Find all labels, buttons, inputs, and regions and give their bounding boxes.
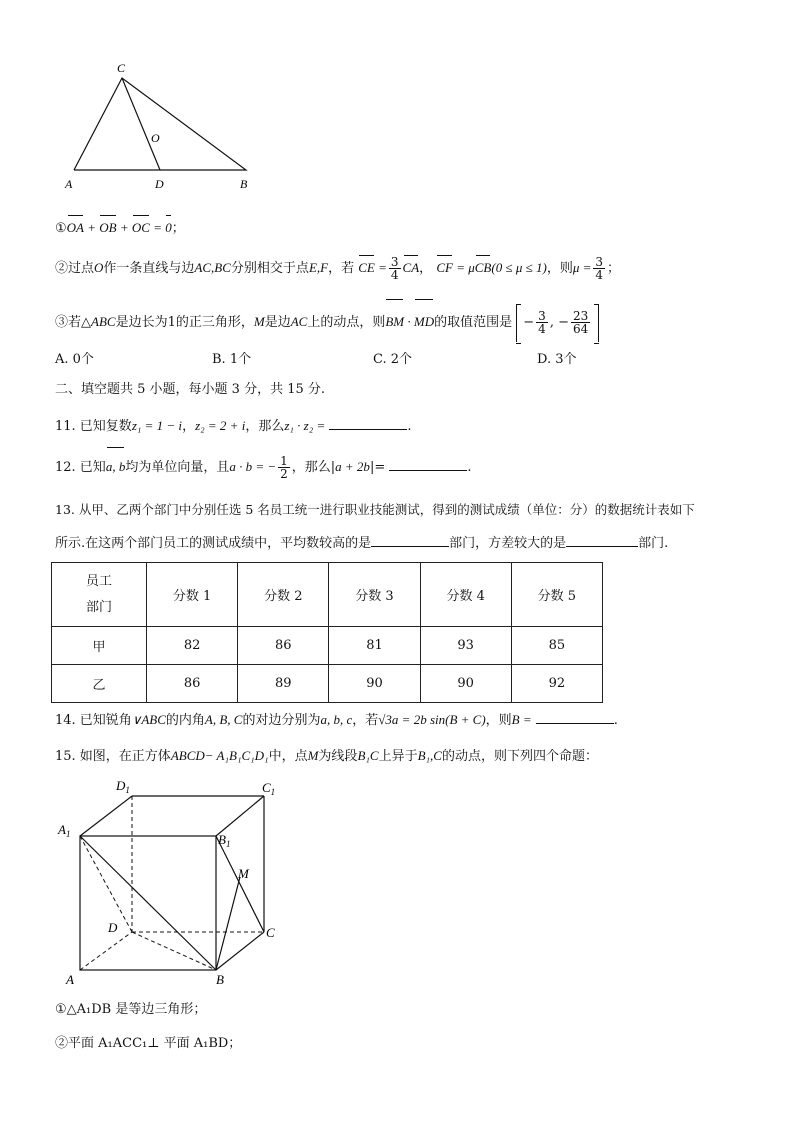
q15: 15. 如图，在正方体ABCD− A₁B₁C₁D₁中，点M为线段B₁C上异于B₁,C的动点，则下列四个命题： <box>55 748 598 764</box>
label-c: C <box>117 61 126 75</box>
label-c: C <box>266 925 275 940</box>
score-cell: 81 <box>329 627 420 665</box>
label-d1: $D_1$ <box>116 778 130 795</box>
col-header: 分数 1 <box>147 563 238 627</box>
scores-table <box>51 562 603 703</box>
q15-statement-1: ①△A₁DB 是等边三角形； <box>55 1002 207 1017</box>
label-a: A <box>66 972 74 987</box>
q10-statement-2: ②过点O作一条直线与边AC,BC分别相交于点E,F，若 CE = $\frac{3}{4}$ CA， CF = μCB(0 ≤ μ ≤ 1)，则μ = $\frac{3}{4}$ ； <box>55 255 621 282</box>
triangle-figure <box>60 58 260 198</box>
score-cell: 86 <box>238 627 329 665</box>
col-header: 分数 2 <box>238 563 329 627</box>
label-b: B <box>216 972 224 987</box>
q15-statement-2: ②平面 A₁ACC₁⊥ 平面 A₁BD； <box>55 1036 242 1051</box>
label-c1: $C_1$ <box>262 780 276 797</box>
label-a: A <box>65 177 73 191</box>
q13-line-1: 13. 从甲、乙两个部门中分别任选 5 名员工统一进行职业技能测试，得到的测试成绩（单位：分）的数据统计表如下 <box>55 502 695 517</box>
range-bracket: − $\frac{3}{4}$ , − $\frac{23}{64}$ <box>516 304 599 342</box>
label-d: D <box>155 177 164 191</box>
label-m: M <box>238 866 249 881</box>
table-row <box>52 627 603 665</box>
col-header: 分数 3 <box>329 563 420 627</box>
score-cell: 90 <box>329 665 420 703</box>
q10-statement-1: ①OA + OB + OC = 0； <box>55 220 185 236</box>
score-cell: 89 <box>238 665 329 703</box>
answer-blank[interactable] <box>536 711 614 724</box>
option-a: A. 0个 <box>55 352 94 367</box>
col-header: 分数 5 <box>511 563 602 627</box>
statement-mark: ① <box>55 221 67 236</box>
answer-blank[interactable] <box>371 534 449 547</box>
score-cell: 85 <box>511 627 602 665</box>
table-row <box>52 665 603 703</box>
label-b: B <box>240 177 248 191</box>
score-cell: 86 <box>147 665 238 703</box>
answer-blank[interactable] <box>566 534 638 547</box>
cube-figure <box>50 772 300 992</box>
q10-statement-3: ③若△ABC是边长为1的正三角形，M是边AC上的动点，则BM · MD的取值范围是 − $\frac{3}{4}$ , − $\frac{23}{64}$ <box>55 302 599 343</box>
q14: 14. 已知锐角∨ABC的内角A, B, C的对边分别为a, b, c，若√3a = 2b sin(B + C)，则B = . <box>55 712 618 728</box>
score-cell: 90 <box>420 665 511 703</box>
answer-blank[interactable] <box>389 458 467 471</box>
option-c: C. 2个 <box>373 352 413 367</box>
q13-line-2: 所示.在这两个部门员工的测试成绩中，平均数较高的是 部门，方差较大的是 部门. <box>55 536 669 551</box>
answer-blank[interactable] <box>329 417 407 430</box>
label-o: O <box>151 131 160 145</box>
score-cell: 92 <box>511 665 602 703</box>
section-title: 二、填空题共 5 小题，每小题 3 分，共 15 分. <box>55 382 326 397</box>
col-header: 分数 4 <box>420 563 511 627</box>
score-cell: 82 <box>147 627 238 665</box>
option-b: B. 1个 <box>212 352 252 367</box>
option-d: D. 3个 <box>537 352 577 367</box>
score-cell: 93 <box>420 627 511 665</box>
header-corner: 员工 部门 <box>52 563 147 627</box>
label-d: D <box>108 920 118 935</box>
dept-cell: 乙 <box>52 665 147 703</box>
q12: 12. 已知a, b均为单位向量，且a · b = − $\frac{1}{2}$ ，那么|a + 2b|= . <box>55 450 472 485</box>
dept-cell: 甲 <box>52 627 147 665</box>
label-a1: $A_1$ <box>58 822 71 839</box>
label-b1: $B_1$ <box>218 832 231 849</box>
q11: 11. 已知复数z₁ = 1 − i，z₂ = 2 + i，那么z₁ · z₂ = . <box>55 418 412 434</box>
